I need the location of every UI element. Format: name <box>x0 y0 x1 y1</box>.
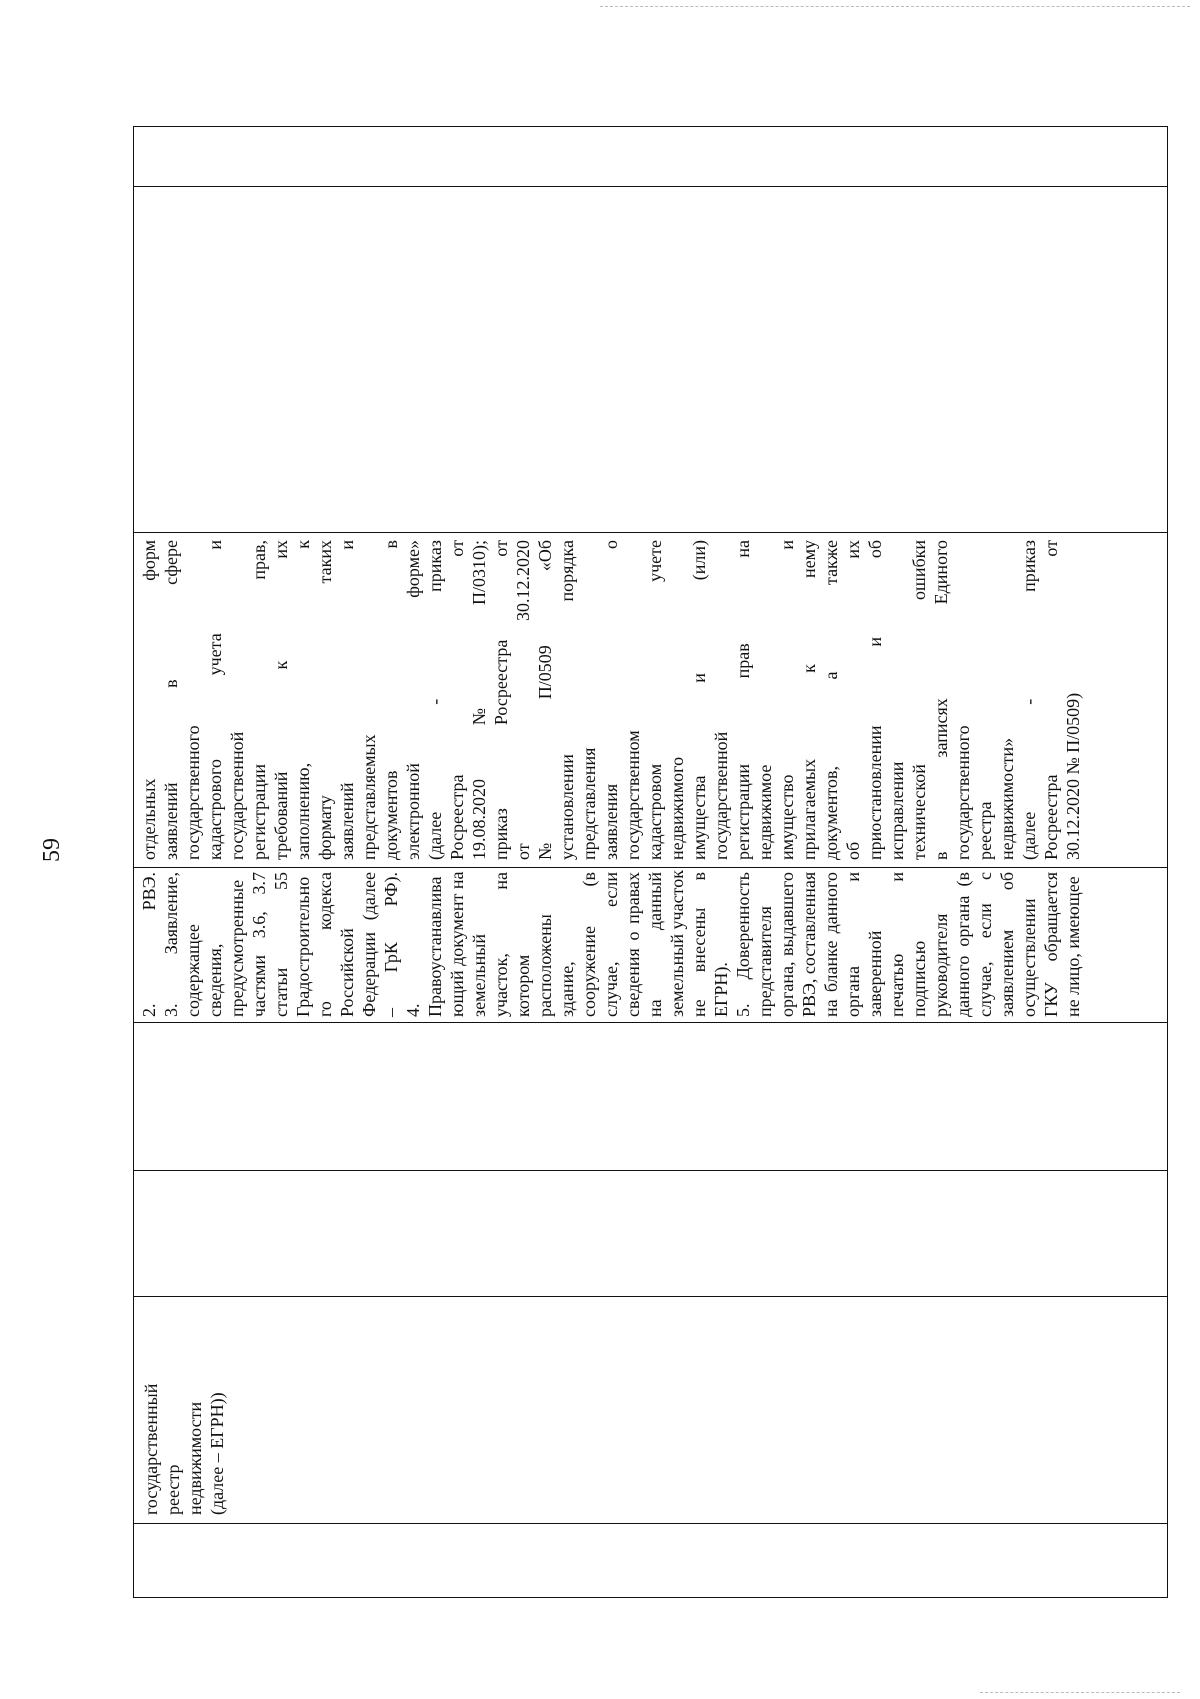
text-line: недвижимого <box>667 756 687 860</box>
text-line: печатью и <box>887 872 907 1017</box>
text-line: 2. РВЭ. <box>139 872 159 1017</box>
text-line: – ГрК РФ). <box>381 872 401 1017</box>
text-line: расположены <box>535 914 555 1017</box>
text-line: представителя <box>755 906 775 1017</box>
text-line: участок, на <box>491 872 511 1017</box>
text-line: ГКУ обращается <box>1041 872 1061 1017</box>
text-line: РВЭ, составленная <box>799 871 819 1017</box>
text-line: электронной форме» <box>403 540 423 860</box>
text-line: заявления о <box>601 540 621 860</box>
text-line: недвижимости» <box>997 737 1017 860</box>
text-line: органа и <box>843 872 863 1017</box>
text-line: документов, а также <box>821 540 841 860</box>
text-line: требований к их <box>271 540 291 860</box>
row-separator <box>134 1022 1167 1023</box>
text-line: государственный <box>141 1383 161 1515</box>
text-line: установлении порядка <box>557 540 577 860</box>
text-line: государственной <box>711 731 731 860</box>
text-line: ющий документ на <box>447 871 467 1017</box>
text-line: исправлении <box>887 761 907 860</box>
text-line: Росреестра от <box>447 540 467 860</box>
text-line: Правоустанавлива <box>425 876 445 1017</box>
text-line: земельный <box>469 933 489 1017</box>
text-line: формату таких <box>315 540 335 860</box>
text-line: государственном <box>623 730 643 860</box>
row-separator <box>134 1170 1167 1171</box>
text-line: данного органа (в <box>953 872 973 1017</box>
text-line: сооружение (в <box>579 872 599 1017</box>
text-line: имущества и (или) <box>689 540 709 860</box>
text-line: приостановлении и об <box>865 540 885 860</box>
scan-artifact-line <box>600 6 1190 7</box>
text-line: 19.08.2020 № П/0310); <box>469 540 489 860</box>
text-line: не внесены в <box>689 872 709 1017</box>
text-line: Росреестра от <box>1041 540 1061 860</box>
text-line: представляемых <box>359 734 379 860</box>
text-line: заявлений в сфере <box>161 540 181 860</box>
cell-documents-list <box>134 867 1169 1022</box>
row-separator <box>134 1296 1167 1297</box>
text-line: об их <box>843 540 863 860</box>
text-line: руководителя <box>931 913 951 1017</box>
text-line: 3. Заявление, <box>161 872 181 1017</box>
text-line: предусмотренные <box>227 879 247 1017</box>
text-line: органа, выдавшего <box>777 872 797 1017</box>
text-line: в записях Единого <box>931 540 951 860</box>
text-line: технической ошибки <box>909 540 929 860</box>
text-line: прилагаемых к нему <box>799 540 819 860</box>
text-line: недвижимости <box>185 1401 205 1515</box>
page-number: 59 <box>39 838 65 862</box>
text-line: статьи 55 <box>271 872 291 1017</box>
text-line: Российской <box>337 928 357 1017</box>
text-line: Градостроительно <box>293 876 313 1017</box>
cell-legal-basis <box>134 532 1169 867</box>
text-line: подписью <box>909 940 929 1017</box>
text-line: заполнению, к <box>293 540 313 860</box>
text-line: земельный участок <box>667 870 687 1017</box>
document-table <box>133 126 1168 1598</box>
documents-list-text <box>138 872 1084 1017</box>
text-line: № П/0509 «Об <box>535 540 555 860</box>
text-line: кадастрового учета и <box>205 540 225 860</box>
text-line: ЕГРН). <box>711 962 731 1017</box>
register-name-text <box>140 1308 228 1515</box>
row-separator <box>134 186 1167 187</box>
text-line: на бланке данного <box>821 872 841 1017</box>
scan-artifact-line <box>980 1692 1180 1693</box>
text-line: случае, если с <box>975 872 995 1017</box>
text-line: содержащее <box>183 924 203 1017</box>
text-line: заявлений и <box>337 540 357 860</box>
text-line: не лицо, имеющее <box>1063 876 1083 1017</box>
text-line: 30.12.2020 № П/0509) <box>1063 692 1083 860</box>
text-line: на данный <box>645 872 665 1017</box>
text-line: документов в <box>381 540 401 860</box>
text-line: здание, <box>557 961 577 1017</box>
text-line: регистрации прав на <box>733 540 753 860</box>
text-line: сведения, <box>205 943 225 1017</box>
text-line: регистрации прав, <box>249 540 269 860</box>
cell-register-name <box>134 1296 234 1523</box>
text-line: заявлением об <box>997 872 1017 1017</box>
text-line: случае, если <box>601 872 621 1017</box>
legal-basis-text <box>138 540 1084 860</box>
text-line: от 30.12.2020 <box>513 540 533 860</box>
text-line: (далее – ЕГРН)) <box>207 1392 227 1515</box>
text-line: 4. <box>403 1003 423 1017</box>
text-line: государственной <box>227 731 247 860</box>
text-line: (далее - приказ <box>1019 540 1039 860</box>
text-line: Федерации (далее <box>359 872 379 1017</box>
text-line: реестра <box>975 801 995 860</box>
text-line: частями 3.6, 3.7 <box>249 872 269 1017</box>
text-line: представления <box>579 747 599 860</box>
text-line: реестр <box>163 1464 183 1515</box>
text-line: го кодекса <box>315 872 335 1017</box>
text-line: государственного <box>953 725 973 860</box>
text-line: недвижимое <box>755 764 775 860</box>
text-line: котором <box>513 954 533 1017</box>
row-separator <box>134 1523 1167 1524</box>
text-line: имущество и <box>777 540 797 860</box>
text-line: (далее - приказ <box>425 540 445 860</box>
text-line: осуществлении <box>1019 898 1039 1017</box>
text-line: сведения о правах <box>623 872 643 1017</box>
text-line: отдельных форм <box>139 540 159 860</box>
text-line: государственного <box>183 725 203 860</box>
text-line: заверенной <box>865 930 885 1017</box>
text-line: 5. Доверенность <box>733 872 753 1017</box>
text-line: кадастровом учете <box>645 540 665 860</box>
text-line: приказ Росреестра от <box>491 540 511 860</box>
